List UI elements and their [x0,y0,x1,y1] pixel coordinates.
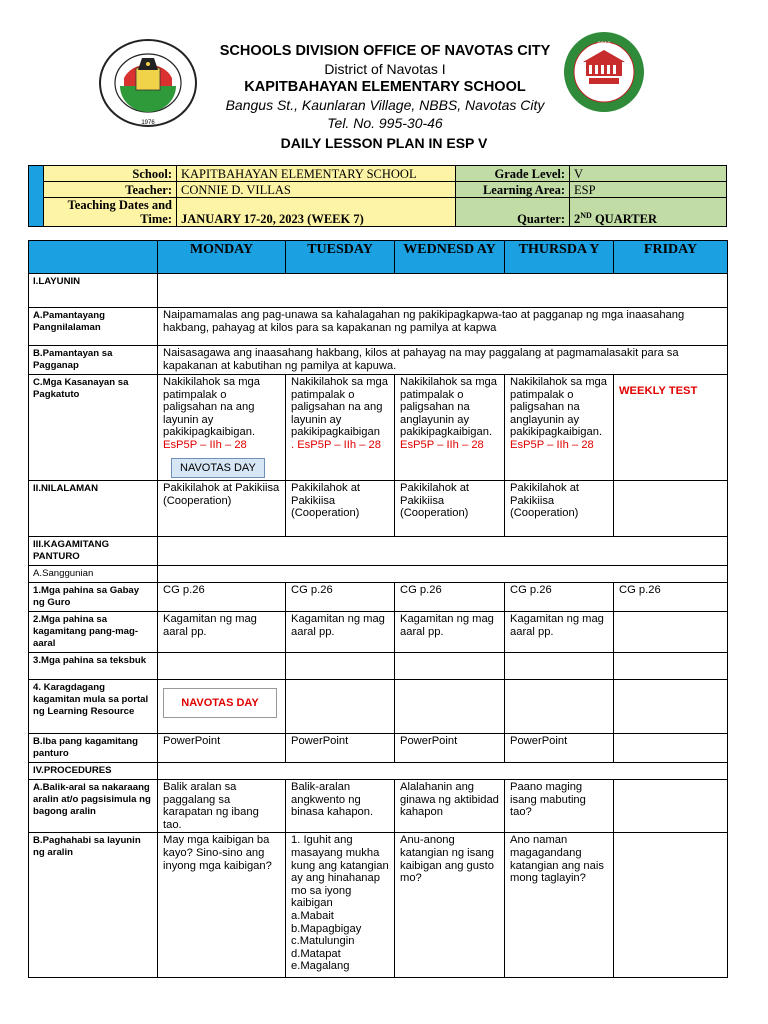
mag-aaral-wednesday: Kagamitan ng mag aaral pp. [395,612,505,653]
row-label-pagganap: B.Pamantayan sa Pagganap [29,346,158,375]
row-label-gabay: 1.Mga pahina sa Gabay ng Guro [29,583,158,612]
mag-aaral-tuesday: Kagamitan ng mag aaral pp. [286,612,395,653]
letterhead [180,42,590,132]
row-label-karagdagang: 4. Karagdagang kagamitan mula sa portal ng Learning Resource [29,680,158,734]
quarter-label: Quarter: [456,198,570,227]
paghahabi-thursday: Ano naman magagandang katangian ang nais mong taglayin? [505,833,614,978]
kasanayan-thursday: Nakikilahok sa mga patimpalak o paligsahan na anglayunin ay pakikipagkaibigan. EsP5P – IIh – 28 [505,375,614,481]
gabay-friday: CG p.26 [614,583,728,612]
school-label: School: [44,166,177,182]
teacher-label: Teacher: [44,182,177,198]
day-header-blank [29,241,158,274]
gabay-wednesday: CG p.26 [395,583,505,612]
area-value: ESP [570,182,727,198]
lesson-plan-table [28,240,728,978]
row-label-procedures: IV.PROCEDURES [29,763,158,780]
kasanayan-tuesday: Nakikilahok sa mga patimpalak o paligsahan na ang layunin ay pakikipagkaibigan . EsP5P – IIh – 28 [286,375,395,481]
dates-value: JANUARY 17-20, 2023 (WEEK 7) [177,198,456,227]
left-logo-year: 1976 [141,120,155,126]
day-friday: FRIDAY [614,241,728,274]
school-value: KAPITBAHAYAN ELEMENTARY SCHOOL [177,166,456,182]
balik-tuesday: Balik-aralan angkwento ng binasa kahapon. [286,780,395,833]
iba-wednesday: PowerPoint [395,734,505,763]
kasanayan-wednesday: Nakikilahok sa mga patimpalak o paligsahan na anglayunin ay pakikipagkaibigan. EsP5P – IIh – 28 [395,375,505,481]
row-label-teksbuk: 3.Mga pahina sa teksbuk [29,653,158,680]
mag-aaral-thursday: Kagamitan ng mag aaral pp. [505,612,614,653]
row-label-balik: A.Balik-aral sa nakaraang aralin at/o pagsisimula ng bagong aralin [29,780,158,833]
area-label: Learning Area: [456,182,570,198]
pamantayang-text: Naipamamalas ang pag-unawa sa kahalagahan ng pakikipagkapwa-tao at pagganap ng mga inaasahang hakbang, pahayag at kilos para sa kapakanan ng pamilya at kapwa [158,308,728,346]
iba-thursday: PowerPoint [505,734,614,763]
grade-label: Grade Level: [456,166,570,182]
kasanayan-friday [614,375,728,481]
nilalaman-monday: Pakikilahok at Pakikiisa (Cooperation) [158,481,286,537]
balik-thursday: Paano maging isang mabuting tao? [505,780,614,833]
school-info-table [28,165,727,227]
mag-aaral-monday: Kagamitan ng mag aaral pp. [158,612,286,653]
day-thursday: THURSDA Y [505,241,614,274]
row-label-paghahabi: B.Paghahabi sa layunin ng aralin [29,833,158,978]
row-label-pamantayang: A.Pamantayang Pangnilalaman [29,308,158,346]
nilalaman-thursday: Pakikilahok at Pakikiisa (Cooperation) [505,481,614,537]
teacher-value: CONNIE D. VILLAS [177,182,456,198]
row-label-mag-aaral: 2.Mga pahina sa kagamitang pang-mag-aaral [29,612,158,653]
row-label-iba: B.Iba pang kagamitang panturo [29,734,158,763]
gabay-tuesday: CG p.26 [286,583,395,612]
weekly-test-label: WEEKLY TEST [619,385,698,397]
school-tel: Tel. No. 995-30-46 [327,115,443,131]
balik-wednesday: Alalahanin ang ginawa ng aktibidad kahapon [395,780,505,833]
dates-label: Teaching Dates and Time: [44,198,177,227]
row-label-kagamitan: III.KAGAMITANG PANTURO [29,537,158,566]
quarter-value: 2ND QUARTER [570,198,727,227]
navotas-day-badge: NAVOTAS DAY [171,458,265,479]
gabay-thursday: CG p.26 [505,583,614,612]
grade-value: V [570,166,727,182]
day-tuesday: TUESDAY [286,241,395,274]
day-wednesday: WEDNESD AY [395,241,505,274]
school-address: Bangus St., Kaunlaran Village, NBBS, Navotas City [225,97,545,113]
row-label-sanggunian: A.Sanggunian [29,566,158,583]
nilalaman-wednesday: Pakikilahok at Pakikiisa (Cooperation) [395,481,505,537]
document-title: DAILY LESSON PLAN IN ESP V [280,135,488,151]
balik-monday: Balik aralan sa paggalang sa karapatan ng ibang tao. [158,780,286,833]
paghahabi-monday: May mga kaibigan ba kayo? Sino-sino ang inyong mga kaibigan? [158,833,286,978]
row-label-kasanayan: C.Mga Kasanayan sa Pagkatuto [29,375,158,481]
row-label-nilalaman: II.NILALAMAN [29,481,158,537]
iba-monday: PowerPoint [158,734,286,763]
pagganap-text: Naisasagawa ang inaasahang hakbang, kilos at pahayag na may paggalang at pagmamalasakit para sa kapakanan at kabutihan ng pamilya at kapuwa. [158,346,728,375]
right-logo-year: 2016 [597,42,611,48]
paghahabi-wednesday: Anu-anong katangian ng isang kaibigan ang gusto mo? [395,833,505,978]
blue-margin [29,166,44,227]
district: District of Navotas I [324,61,446,77]
kasanayan-monday: Nakikilahok sa mga patimpalak o paligsahan na ang layunin ay pakikipagkaibigan. EsP5P – IIh – 28 NAVOTAS DAY [158,375,286,481]
gabay-monday: CG p.26 [158,583,286,612]
navotas-day-box: NAVOTAS DAY [163,688,277,718]
row-label-layunin: I.LAYUNIN [29,274,158,308]
division-office: SCHOOLS DIVISION OFFICE OF NAVOTAS CITY [219,43,551,59]
paghahabi-tuesday: 1. Iguhit ang masayang mukha kung ang katangian ay ang hinahanap mo sa iyong kaibigan a.Mabait b.Mapagbigay c.Matulungin d.Matapat e.Magalang [286,833,395,978]
nilalaman-tuesday: Pakikilahok at Pakikiisa (Cooperation) [286,481,395,537]
school-name: KAPITBAHAYAN ELEMENTARY SCHOOL [244,79,526,95]
iba-tuesday: PowerPoint [286,734,395,763]
day-monday: MONDAY [158,241,286,274]
